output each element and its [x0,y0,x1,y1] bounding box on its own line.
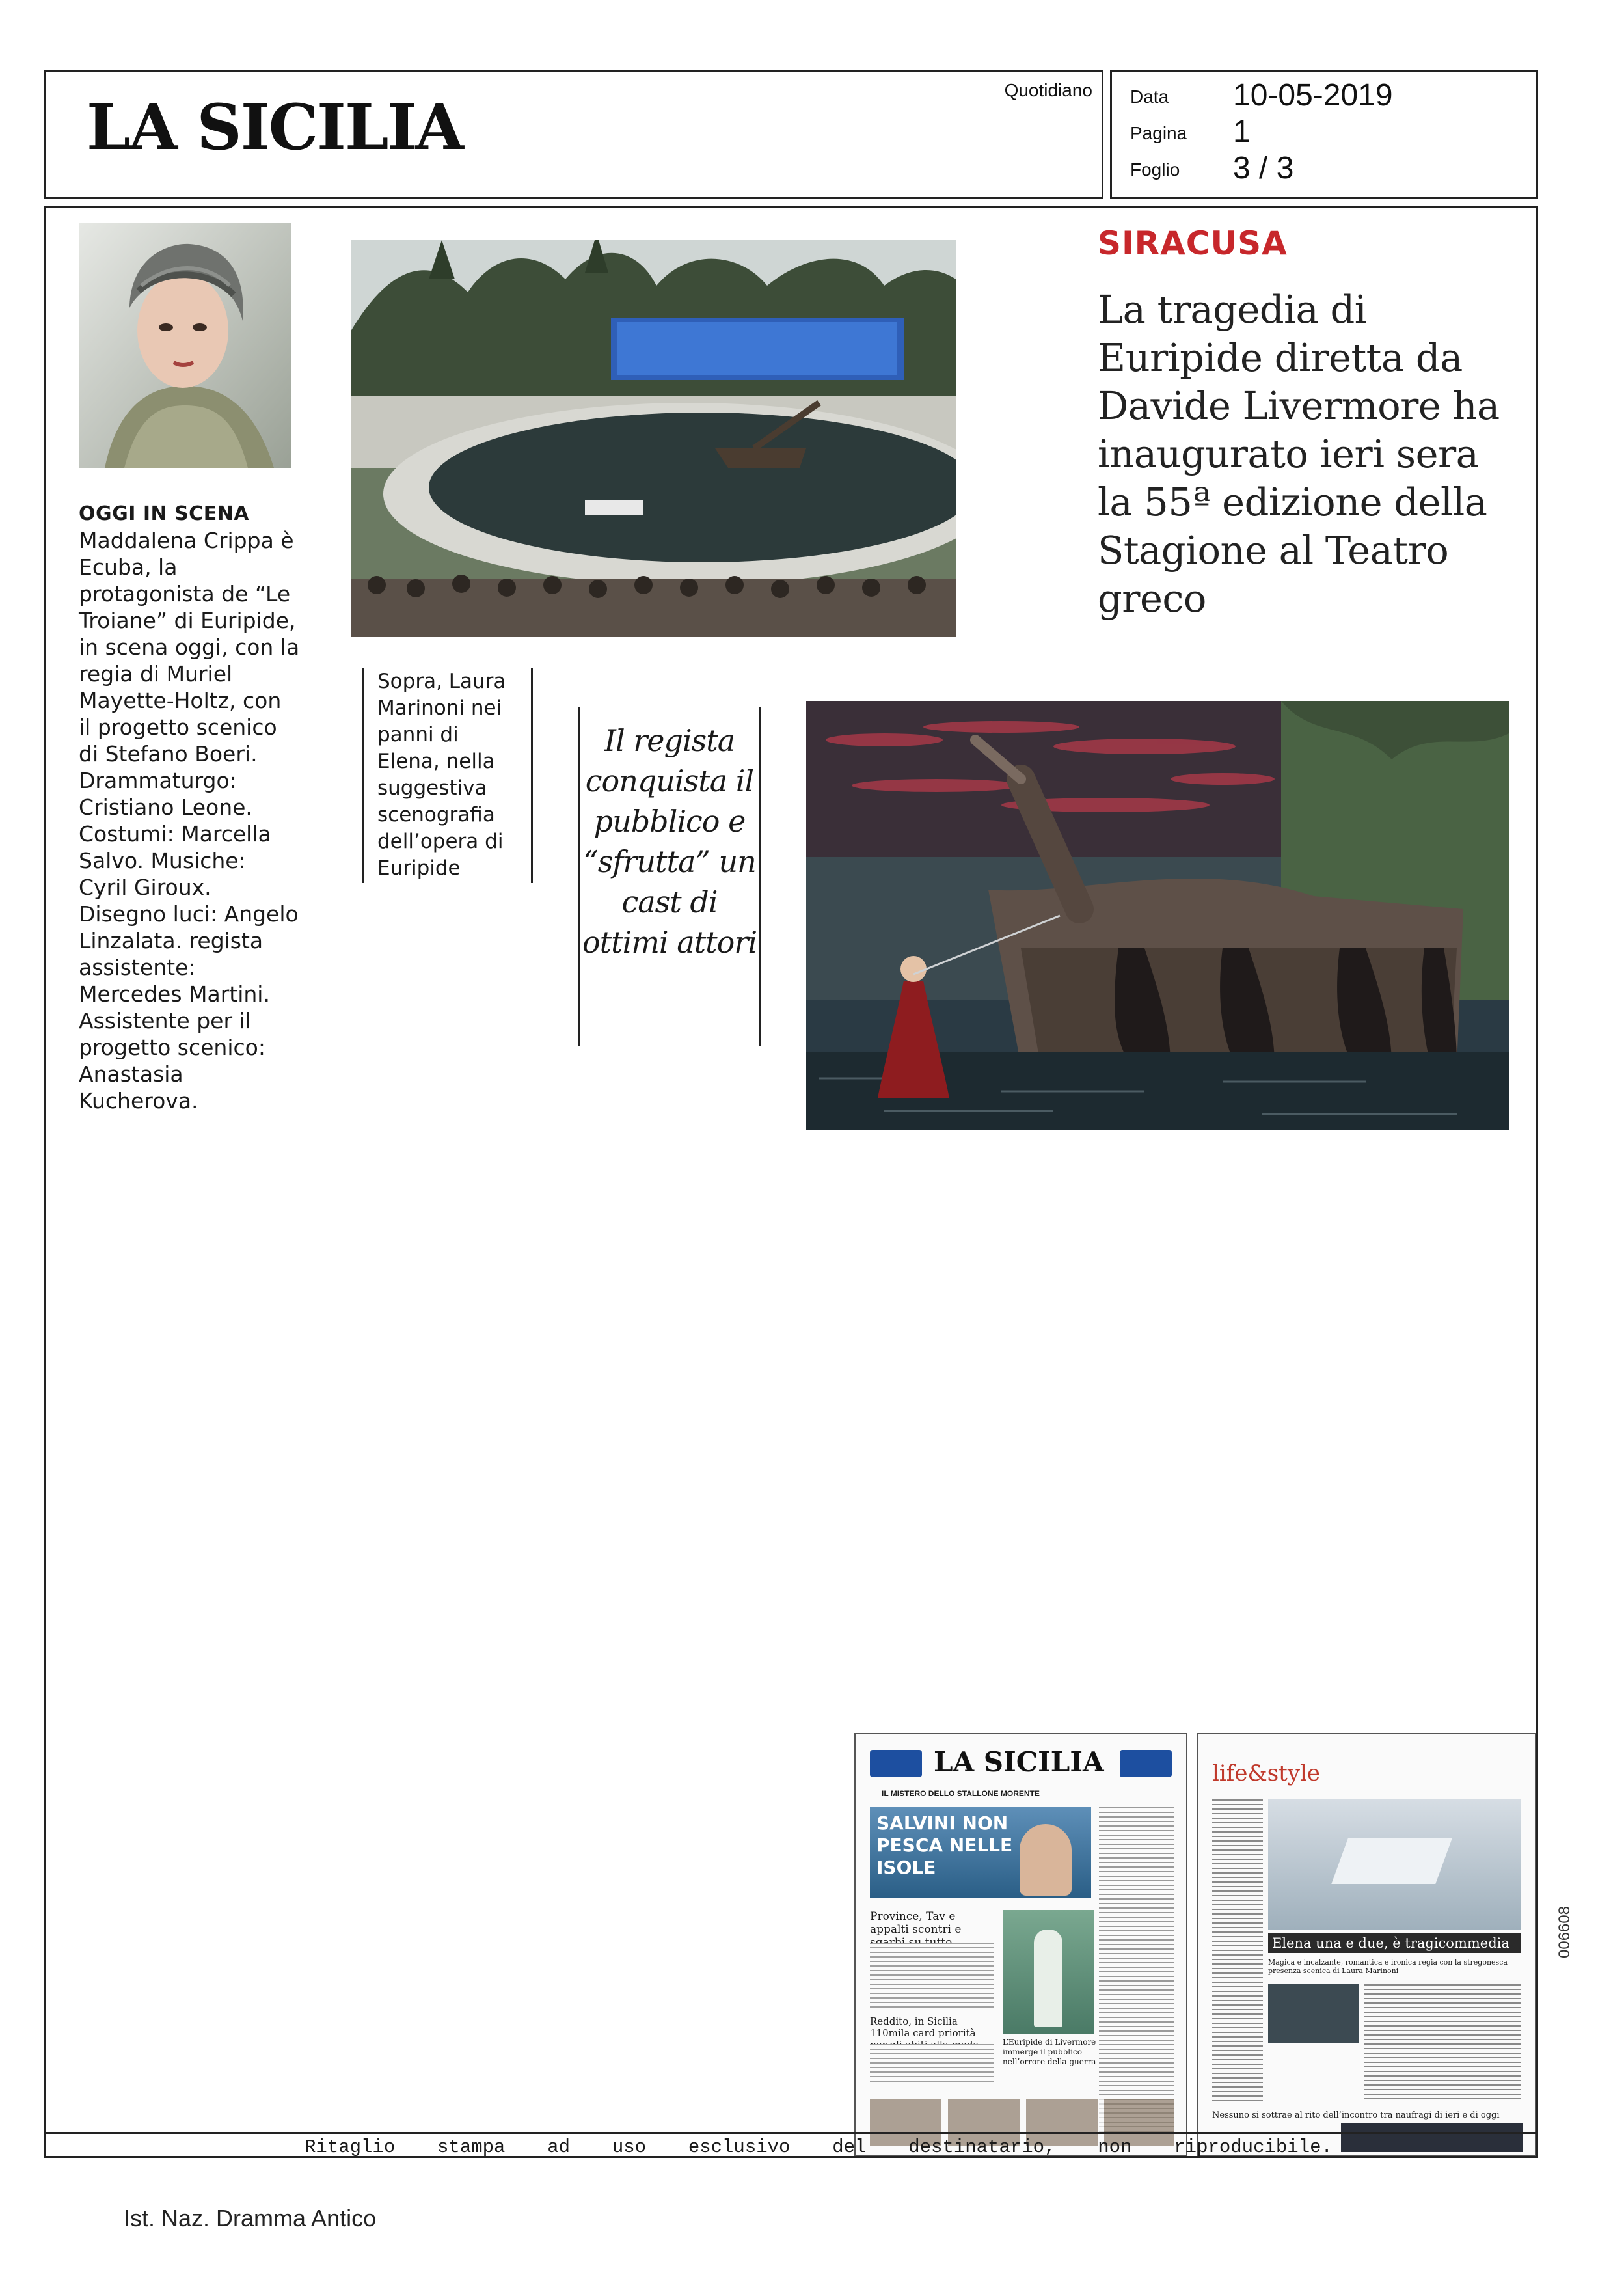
theatre-photo-graphic [351,240,956,637]
header-masthead-box [44,70,1103,199]
thumb-front-logo-left [870,1750,922,1777]
ship-photo [806,701,1509,1130]
thumb-inner-left-column [1212,1799,1263,2105]
meta-date-label: Data [1130,87,1169,107]
thumb-inner-section: life&style [1212,1760,1321,1786]
thumb-inner-photo [1268,1799,1521,1930]
disclaimer-word: stampa [437,2136,506,2158]
meta-sheet-label: Foglio [1130,159,1180,180]
meta-page [1130,115,1251,149]
sidebar-text: Maddalena Crippa è Ecuba, la protagonista de “Le Troiane” di Euripide, in scena oggi, con la regia di Muriel Mayette-Holtz, con il progetto scenico di Stefano Boeri. Drammaturgo: Cristiano Leone. Costumi: Marcella Salvo. Musiche: Cyril Giroux. Disegno luci: Angelo Linzalata. regista assistente: Mercedes Martini. Assistente per il progetto scenico: Anastasia Kucherova. [79,528,300,1113]
meta-sheet-value: 3 / 3 [1233,151,1294,185]
header-meta-box [1110,70,1538,199]
theatre-photo [351,240,956,637]
disclaimer-word: uso [612,2136,647,2158]
pull-quote: Il regista conquista il pubblico e “sfrutta” un cast di ottimi attori [578,707,761,1046]
thumb-front-logo-right [1120,1750,1172,1777]
meta-date-value: 10-05-2019 [1233,78,1393,113]
institute-label: Ist. Naz. Dramma Antico [124,2205,377,2231]
section-label: SIRACUSA [1098,225,1288,262]
disclaimer-word: riproducibile. [1174,2136,1333,2158]
thumb-inner-bottom-headline: Nessuno si sottrae al rito dell’incontro tra naufragi di ieri e di oggi [1212,2110,1500,2120]
thumb-inner-photo-ship [1331,1838,1452,1884]
article-frame [44,206,1573,2158]
disclaimer-word: del [832,2136,867,2158]
inner-page-thumbnail [1197,1733,1536,2156]
thumb-front-feature-figure [1034,1930,1062,2027]
meta-date [1130,78,1393,113]
thumb-inner-headline: Elena una e due, è tragicommedia [1268,1933,1521,1953]
thumb-front-banner-text: SALVINI NON PESCA NELLE ISOLE [876,1812,1013,1878]
sidebar-kicker: OGGI IN SCENA [79,502,250,525]
masthead-logo: LA SICILIA [87,90,463,164]
disclaimer-word: Ritaglio [304,2136,396,2158]
publication-type: Quotidiano [1004,80,1092,100]
headline: La tragedia di Euripide diretta da Davide Livermore ha inaugurato ieri sera la 55ª edizione della Stagione al Teatro greco [1098,287,1500,621]
disclaimer-word: destinatario, [908,2136,1056,2158]
meta-page-label: Pagina [1130,123,1187,143]
disclaimer-word: non [1098,2136,1132,2158]
disclaimer-strip [44,2132,1538,2158]
disclaimer-word: esclusivo [688,2136,791,2158]
thumb-front-headline: IL MISTERO DELLO STALLONE MORENTE [882,1789,1040,1798]
disclaimer-word: ad [547,2136,571,2158]
ship-photo-graphic [806,701,1509,1130]
disclaimer-text [304,2136,1333,2158]
meta-page-value: 1 [1233,115,1251,149]
thumb-front-story-2: Reddito, in Sicilia 110mila card priorità [870,2015,976,2039]
thumb-front-masthead: LA SICILIA [934,1746,1104,1778]
thumb-front-column-right [1099,1807,1174,2133]
thumb-inner-photo-2 [1268,1984,1359,2043]
portrait-photo-graphic [79,223,291,468]
serial-number: 006608 [1556,1905,1573,1958]
thumb-front-story-3: L’Euripide di Livermore immerge il pubblico nell’orrore della guerra [1003,2038,1096,2066]
photo-caption: Sopra, Laura Marinoni nei panni di Elena, nella suggestiva scenografia dell’opera di Euripide [362,668,533,883]
thumb-front-banner-figure [1020,1824,1072,1896]
thumb-front-feature-photo [1003,1910,1094,2034]
thumb-front-banner [870,1807,1091,1898]
thumb-front-story-2-body [870,2044,994,2083]
portrait-photo [79,223,291,468]
thumb-inner-body [1364,1984,1521,2101]
thumb-front-story-1: Province, Tav e appalti scontri e [870,1910,962,1936]
sidebar-box [79,500,300,1114]
thumb-front-story-1-body [870,1943,994,2008]
front-page-thumbnail [854,1733,1187,2156]
meta-sheet [1130,151,1294,185]
thumb-inner-subhead: Magica e incalzante, romantica e ironica regia con la stregonesca presenza scenica di Laura Marinoni [1268,1958,1508,1975]
